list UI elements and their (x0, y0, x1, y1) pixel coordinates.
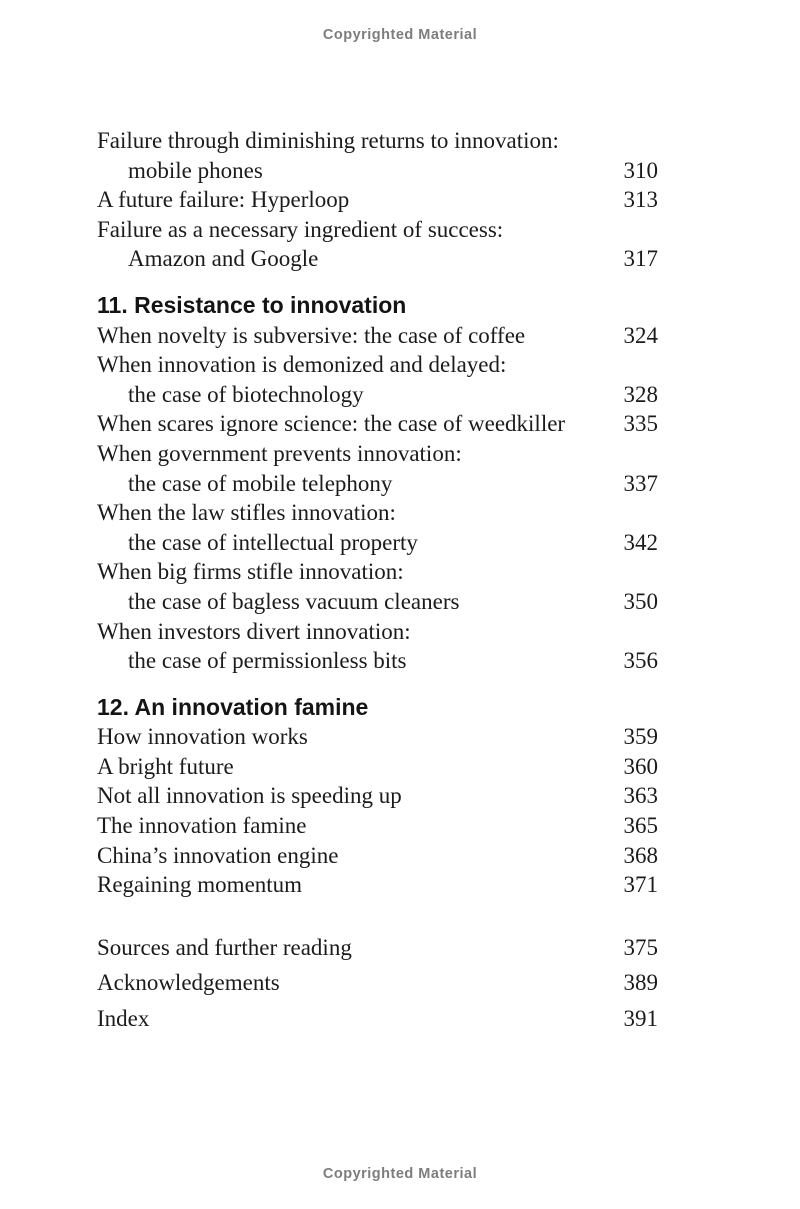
toc-entry-text: When innovation is demonized and delayed: (97, 352, 507, 378)
toc-entry (97, 781, 658, 811)
copyright-notice-bottom: Copyrighted Material (322, 1166, 478, 1182)
toc-entry-text: the case of permissionless bits (128, 648, 407, 674)
copyright-notice-top: Copyrighted Material (322, 27, 478, 43)
toc-page-number: 363 (623, 783, 658, 809)
toc-entry-text: mobile phones (128, 157, 263, 183)
toc-page-number: 375 (623, 934, 658, 960)
toc-entry (97, 557, 658, 587)
toc-entry (97, 215, 658, 245)
toc-page-number: 317 (623, 246, 658, 272)
toc-entry-text: Not all innovation is speeding up (97, 783, 402, 809)
toc-entry-text: When government prevents innovation: (97, 440, 462, 466)
toc-entry-text: When novelty is subversive: the case of coffee (97, 322, 526, 348)
toc-entry (97, 185, 658, 215)
toc-entry (97, 126, 658, 156)
toc-entry (97, 722, 658, 752)
toc-entry (97, 617, 658, 647)
toc-entry (97, 469, 658, 499)
toc-page-number: 313 (623, 187, 658, 213)
chapter-heading: 12. An innovation famine (97, 693, 369, 720)
toc-entry-text: Index (97, 1006, 150, 1032)
toc-entry (97, 528, 658, 558)
toc-entry (97, 156, 658, 186)
toc-page-number: 350 (623, 588, 658, 614)
toc-entry-text: Amazon and Google (128, 246, 319, 272)
toc-page-number: 389 (623, 970, 658, 996)
toc-entry (97, 380, 658, 410)
toc-entry-text: The innovation famine (97, 813, 307, 839)
toc-entry-text: the case of mobile telephony (128, 470, 393, 496)
toc-entry (97, 968, 658, 998)
toc-entry (97, 321, 658, 351)
toc-entry (97, 1004, 658, 1034)
toc-entry-text: the case of biotechnology (128, 381, 364, 407)
toc-entry-text: A bright future (97, 753, 234, 779)
toc-entry (97, 933, 658, 963)
toc-page-number: 324 (623, 322, 658, 348)
toc-entry (97, 350, 658, 380)
toc-entry-text: When scares ignore science: the case of weedkiller (97, 411, 566, 437)
toc-entry-text: Failure through diminishing returns to innovation: (97, 128, 559, 153)
toc-page-number: 359 (623, 724, 658, 750)
table-of-contents (97, 126, 658, 1034)
toc-entry (97, 409, 658, 439)
chapter-heading: 11. Resistance to innovation (97, 291, 407, 318)
toc-entry (97, 811, 658, 841)
toc-page-number: 360 (623, 753, 658, 779)
toc-page-number: 335 (623, 411, 658, 437)
toc-entry-text: Failure as a necessary ingredient of success: (97, 216, 504, 242)
toc-page-number: 342 (623, 529, 658, 555)
toc-entry-text: A future failure: Hyperloop (97, 187, 350, 213)
toc-entry (97, 752, 658, 782)
toc-entry-text: China’s innovation engine (97, 842, 339, 868)
toc-page-number: 368 (623, 842, 658, 868)
toc-page-number: 365 (623, 813, 658, 839)
toc-entry-text: Acknowledgements (97, 970, 280, 996)
toc-entry-text: When the law stifles innovation: (97, 500, 396, 526)
toc-entry-text: Sources and further reading (97, 934, 352, 960)
toc-entry-text: Regaining momentum (97, 872, 303, 898)
toc-entry (97, 841, 658, 871)
toc-entry (97, 646, 658, 676)
toc-entry-text: the case of bagless vacuum cleaners (128, 588, 460, 614)
toc-entry (97, 244, 658, 274)
toc-page-number: 310 (623, 157, 658, 183)
toc-entry (97, 587, 658, 617)
toc-entry-text: the case of intellectual property (128, 529, 418, 555)
toc-page-number: 328 (623, 381, 658, 407)
toc-page-number: 337 (623, 470, 658, 496)
toc-page-number: 391 (623, 1006, 658, 1032)
toc-page-number: 371 (623, 872, 658, 898)
toc-entry (97, 498, 658, 528)
toc-entry-text: When big firms stifle innovation: (97, 559, 404, 585)
toc-entry (97, 870, 658, 900)
toc-entry-text: When investors divert innovation: (97, 618, 411, 644)
toc-entry-text: How innovation works (97, 724, 308, 750)
toc-page-number: 356 (623, 648, 658, 674)
toc-entry (97, 439, 658, 469)
